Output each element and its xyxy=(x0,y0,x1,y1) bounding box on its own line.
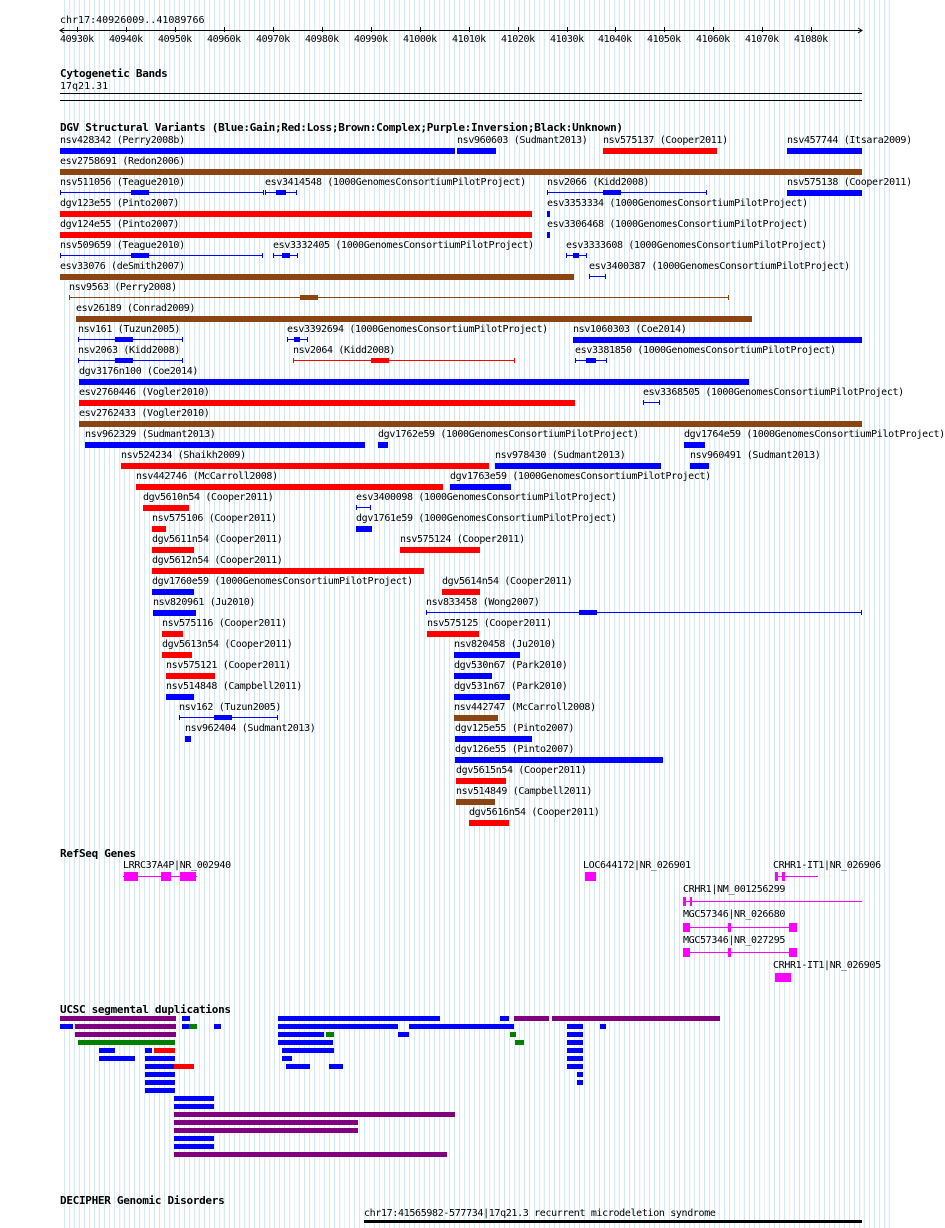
ruler-tick xyxy=(664,27,665,32)
ruler-tick-label: 40970k xyxy=(256,34,290,45)
refseq-gene-label[interactable]: LRRC37A4P|NR_002940 xyxy=(123,860,231,871)
refseq-gene-exon[interactable] xyxy=(683,897,686,906)
cytoband-bar-top xyxy=(60,93,862,94)
dgv-feature-label[interactable]: dgv531n67 (Park2010) xyxy=(454,681,568,692)
dgv-feature-endcap xyxy=(606,358,607,363)
dgv-feature-label[interactable]: nsv1060303 (Coe2014) xyxy=(573,324,687,335)
ruler-tick xyxy=(224,27,225,32)
decipher-feature-bar[interactable] xyxy=(364,1220,862,1223)
segdup-block[interactable] xyxy=(282,1056,292,1061)
dgv-feature-bar[interactable] xyxy=(136,484,443,490)
segdup-block[interactable] xyxy=(567,1064,583,1069)
ruler-tick xyxy=(567,27,568,32)
dgv-feature-bar[interactable] xyxy=(787,190,862,196)
dgv-feature-endcap xyxy=(296,190,297,195)
dgv-feature-endcap xyxy=(426,610,427,615)
refseq-gene-exon[interactable] xyxy=(789,923,797,932)
dgv-feature-endcap xyxy=(78,358,79,363)
ruler-tick-label: 41060k xyxy=(696,34,730,45)
dgv-feature-endcap xyxy=(514,358,515,363)
dgv-feature-bar[interactable] xyxy=(684,442,705,448)
dgv-feature-label[interactable]: dgv5615n54 (Cooper2011) xyxy=(456,765,587,776)
dgv-feature-label[interactable]: esv2758691 (Redon2006) xyxy=(60,156,185,167)
refseq-gene-exon[interactable] xyxy=(728,948,731,957)
segdup-block[interactable] xyxy=(552,1016,720,1021)
dgv-feature-label[interactable]: esv3353334 (1000GenomesConsortiumPilotProject) xyxy=(547,198,808,209)
ruler-tick-label: 41020k xyxy=(501,34,535,45)
dgv-feature-block xyxy=(294,337,300,342)
segdup-block[interactable] xyxy=(174,1120,358,1125)
dgv-feature-label[interactable]: nsv575138 (Cooper2011) xyxy=(787,177,912,188)
segdup-block[interactable] xyxy=(515,1040,524,1045)
dgv-feature-bar[interactable] xyxy=(152,568,424,574)
dgv-feature-bar[interactable] xyxy=(79,400,575,406)
dgv-feature-label[interactable]: dgv1762e59 (1000GenomesConsortiumPilotProject) xyxy=(378,429,639,440)
ruler-tick-label: 40990k xyxy=(354,34,388,45)
dgv-feature-label[interactable]: esv3400098 (1000GenomesConsortiumPilotProject) xyxy=(356,492,617,503)
dgv-feature-line[interactable] xyxy=(69,297,729,298)
segdup-block[interactable] xyxy=(145,1080,175,1085)
segdup-block[interactable] xyxy=(567,1024,583,1029)
ruler-tick-label: 40950k xyxy=(158,34,192,45)
dgv-feature-line[interactable] xyxy=(60,192,264,193)
segdup-block[interactable] xyxy=(567,1040,583,1045)
refseq-gene-label[interactable]: LOC644172|NR_026901 xyxy=(583,860,691,871)
segdup-block[interactable] xyxy=(145,1088,175,1093)
dgv-feature-label[interactable]: esv3381850 (1000GenomesConsortiumPilotProject) xyxy=(575,345,836,356)
dgv-feature-endcap xyxy=(277,715,278,720)
dgv-feature-endcap xyxy=(370,505,371,510)
dgv-feature-endcap xyxy=(643,400,644,405)
dgv-feature-endcap xyxy=(182,358,183,363)
dgv-feature-line[interactable] xyxy=(589,276,606,277)
dgv-feature-endcap xyxy=(307,337,308,342)
dgv-feature-bar[interactable] xyxy=(356,526,372,532)
dgv-feature-bar[interactable] xyxy=(547,232,550,238)
ruler-tick xyxy=(713,27,714,32)
dgv-feature-label[interactable]: nsv2064 (Kidd2008) xyxy=(293,345,396,356)
segdup-track-title[interactable]: UCSC segmental duplications xyxy=(60,1003,231,1016)
ruler-tick xyxy=(322,27,323,32)
dgv-feature-bar[interactable] xyxy=(454,652,520,658)
ruler-tick-label: 41050k xyxy=(647,34,681,45)
dgv-feature-bar[interactable] xyxy=(60,169,862,175)
dgv-feature-bar[interactable] xyxy=(162,652,192,658)
refseq-gene-intron[interactable] xyxy=(683,901,862,902)
dgv-feature-label[interactable]: dgv1761e59 (1000GenomesConsortiumPilotProject) xyxy=(356,513,617,524)
ruler-tick-label: 41000k xyxy=(403,34,437,45)
ruler-tick-label: 41070k xyxy=(745,34,779,45)
dgv-feature-bar[interactable] xyxy=(442,589,480,595)
segdup-block[interactable] xyxy=(145,1064,174,1069)
dgv-feature-label[interactable]: esv3368505 (1000GenomesConsortiumPilotProject) xyxy=(643,387,904,398)
dgv-feature-endcap xyxy=(356,505,357,510)
dgv-feature-endcap xyxy=(728,295,729,300)
ruler-tick-label: 40960k xyxy=(207,34,241,45)
dgv-feature-endcap xyxy=(566,253,567,258)
refseq-gene-exon[interactable] xyxy=(782,872,785,881)
segdup-block[interactable] xyxy=(567,1032,583,1037)
dgv-feature-endcap xyxy=(262,253,263,258)
dgv-feature-endcap xyxy=(575,358,576,363)
ruler-tick-label: 40980k xyxy=(305,34,339,45)
dgv-feature-label[interactable]: nsv962329 (Sudmant2013) xyxy=(85,429,216,440)
dgv-feature-label[interactable]: nsv511056 (Teague2010) xyxy=(60,177,185,188)
segdup-block[interactable] xyxy=(60,1016,176,1021)
refseq-gene-label[interactable]: CRHR1-IT1|NR_026905 xyxy=(773,960,881,971)
dgv-feature-label[interactable]: nsv2063 (Kidd2008) xyxy=(78,345,181,356)
dgv-feature-bar[interactable] xyxy=(457,148,496,154)
dgv-feature-label[interactable]: nsv162 (Tuzun2005) xyxy=(179,702,282,713)
segdup-block[interactable] xyxy=(60,1024,73,1029)
cytoband-label: 17q21.31 xyxy=(60,81,109,92)
segdup-block[interactable] xyxy=(174,1128,358,1133)
refseq-gene-exon[interactable] xyxy=(775,872,778,881)
dgv-feature-label[interactable]: nsv514848 (Campbell2011) xyxy=(166,681,303,692)
segdup-block[interactable] xyxy=(278,1024,398,1029)
dgv-feature-label[interactable]: nsv575125 (Cooper2011) xyxy=(427,618,552,629)
segdup-block[interactable] xyxy=(189,1024,197,1029)
segdup-block[interactable] xyxy=(278,1032,324,1037)
dgv-feature-label[interactable]: esv3333608 (1000GenomesConsortiumPilotProject) xyxy=(566,240,827,251)
refseq-gene-exon[interactable] xyxy=(789,948,797,957)
dgv-feature-label[interactable]: nsv962404 (Sudmant2013) xyxy=(185,723,316,734)
dgv-feature-endcap xyxy=(547,190,548,195)
dgv-feature-line[interactable] xyxy=(426,612,862,613)
dgv-feature-block xyxy=(115,358,133,363)
dgv-feature-label[interactable]: esv2760446 (Vogler2010) xyxy=(79,387,210,398)
segdup-block[interactable] xyxy=(145,1072,175,1077)
dgv-feature-label[interactable]: nsv9563 (Perry2008) xyxy=(69,282,177,293)
segdup-block[interactable] xyxy=(75,1024,176,1029)
segdup-block[interactable] xyxy=(182,1016,190,1021)
dgv-feature-label[interactable]: esv3306468 (1000GenomesConsortiumPilotProject) xyxy=(547,219,808,230)
dgv-feature-endcap xyxy=(265,190,266,195)
dgv-feature-bar[interactable] xyxy=(690,463,709,469)
segdup-block[interactable] xyxy=(174,1064,194,1069)
refseq-gene-label[interactable]: CRHR1-IT1|NR_026906 xyxy=(773,860,881,871)
dgv-feature-label[interactable]: nsv820458 (Ju2010) xyxy=(454,639,557,650)
dgv-feature-bar[interactable] xyxy=(85,442,365,448)
dgv-feature-label[interactable]: nsv2066 (Kidd2008) xyxy=(547,177,650,188)
ruler-tick xyxy=(126,27,127,32)
dgv-feature-block xyxy=(573,253,579,258)
dgv-feature-bar[interactable] xyxy=(185,736,191,742)
dgv-feature-label[interactable]: esv26189 (Conrad2009) xyxy=(76,303,196,314)
cytoband-track-title[interactable]: Cytogenetic Bands xyxy=(60,67,168,80)
dgv-feature-label[interactable]: esv2762433 (Vogler2010) xyxy=(79,408,210,419)
dgv-feature-bar[interactable] xyxy=(573,337,862,343)
ruler-tick xyxy=(469,27,470,32)
refseq-gene-exon[interactable] xyxy=(585,872,596,881)
dgv-feature-label[interactable]: nsv161 (Tuzun2005) xyxy=(78,324,181,335)
ruler-tick xyxy=(77,27,78,32)
dgv-feature-endcap xyxy=(182,337,183,342)
dgv-feature-endcap xyxy=(69,295,70,300)
dgv-feature-line[interactable] xyxy=(547,192,707,193)
dgv-feature-bar[interactable] xyxy=(152,526,166,532)
segdup-block[interactable] xyxy=(286,1064,310,1069)
refseq-gene-exon[interactable] xyxy=(775,973,791,982)
ruler-tick xyxy=(615,27,616,32)
dgv-feature-bar[interactable] xyxy=(79,379,749,385)
segdup-block[interactable] xyxy=(174,1136,214,1141)
ruler-tick xyxy=(518,27,519,32)
dgv-feature-bar[interactable] xyxy=(454,673,492,679)
dgv-feature-block xyxy=(300,295,318,300)
dgv-feature-bar[interactable] xyxy=(121,463,489,469)
dgv-feature-label[interactable]: dgv5613n54 (Cooper2011) xyxy=(162,639,293,650)
ruler-tick-label: 40930k xyxy=(60,34,94,45)
dgv-feature-bar[interactable] xyxy=(153,610,196,616)
dgv-feature-endcap xyxy=(287,337,288,342)
refseq-gene-exon[interactable] xyxy=(683,923,690,932)
refseq-gene-intron[interactable] xyxy=(683,952,797,953)
dgv-feature-label[interactable]: esv3332405 (1000GenomesConsortiumPilotProject) xyxy=(273,240,534,251)
dgv-feature-label[interactable]: dgv125e55 (Pinto2007) xyxy=(455,723,575,734)
dgv-feature-line[interactable] xyxy=(293,360,515,361)
dgv-feature-label[interactable]: dgv530n67 (Park2010) xyxy=(454,660,568,671)
dgv-feature-block xyxy=(579,610,597,615)
dgv-feature-line[interactable] xyxy=(60,255,263,256)
dgv-feature-endcap xyxy=(589,274,590,279)
dgv-feature-block xyxy=(371,358,389,363)
dgv-feature-bar[interactable] xyxy=(152,589,194,595)
segdup-block[interactable] xyxy=(514,1016,549,1021)
dgv-feature-label[interactable]: nsv820961 (Ju2010) xyxy=(153,597,256,608)
segdup-block[interactable] xyxy=(329,1064,343,1069)
ruler-tick-label: 41030k xyxy=(550,34,584,45)
segdup-block[interactable] xyxy=(409,1024,514,1029)
dgv-feature-label[interactable]: dgv3176n100 (Coe2014) xyxy=(79,366,199,377)
dgv-feature-block xyxy=(115,337,133,342)
dgv-feature-endcap xyxy=(861,610,862,615)
dgv-feature-endcap xyxy=(586,253,587,258)
dgv-feature-bar[interactable] xyxy=(152,547,194,553)
refseq-gene-exon[interactable] xyxy=(728,923,731,932)
dgv-feature-bar[interactable] xyxy=(603,148,717,154)
ruler-tick-label: 41010k xyxy=(452,34,486,45)
dgv-track-title[interactable]: DGV Structural Variants (Blue:Gain;Red:Loss;Brown:Complex;Purple:Inversion;Black:Unknown) xyxy=(60,121,623,134)
segdup-block[interactable] xyxy=(174,1152,447,1157)
ruler-tick-label: 41080k xyxy=(794,34,828,45)
segdup-block[interactable] xyxy=(78,1040,175,1045)
dgv-feature-bar[interactable] xyxy=(450,484,511,490)
dgv-feature-block xyxy=(131,253,149,258)
dgv-feature-bar[interactable] xyxy=(454,715,498,721)
refseq-gene-exon[interactable] xyxy=(124,872,138,881)
dgv-feature-label[interactable]: nsv575116 (Cooper2011) xyxy=(162,618,287,629)
dgv-feature-label[interactable]: nsv575137 (Cooper2011) xyxy=(603,135,728,146)
dgv-feature-label[interactable]: nsv960603 (Sudmant2013) xyxy=(457,135,588,146)
dgv-feature-endcap xyxy=(706,190,707,195)
refseq-gene-label[interactable]: MGC57346|NR_027295 xyxy=(683,935,786,946)
dgv-feature-bar[interactable] xyxy=(495,463,661,469)
dgv-feature-label[interactable]: esv3392694 (1000GenomesConsortiumPilotProject) xyxy=(287,324,548,335)
dgv-feature-line[interactable] xyxy=(356,507,371,508)
dgv-feature-label[interactable]: nsv442747 (McCarroll2008) xyxy=(454,702,596,713)
dgv-feature-line[interactable] xyxy=(643,402,660,403)
dgv-feature-label[interactable]: dgv5611n54 (Cooper2011) xyxy=(152,534,283,545)
dgv-feature-label[interactable]: dgv126e55 (Pinto2007) xyxy=(455,744,575,755)
segdup-block[interactable] xyxy=(278,1040,333,1045)
ruler-tick-label: 41040k xyxy=(598,34,632,45)
segdup-block[interactable] xyxy=(600,1024,606,1029)
dgv-feature-endcap xyxy=(78,337,79,342)
dgv-feature-bar[interactable] xyxy=(787,148,862,154)
dgv-feature-label[interactable]: dgv1764e59 (1000GenomesConsortiumPilotProject) xyxy=(684,429,945,440)
segdup-block[interactable] xyxy=(510,1032,516,1037)
segdup-block[interactable] xyxy=(326,1032,334,1037)
segdup-block[interactable] xyxy=(567,1048,583,1053)
dgv-feature-label[interactable]: dgv5612n54 (Cooper2011) xyxy=(152,555,283,566)
decipher-track-title[interactable]: DECIPHER Genomic Disorders xyxy=(60,1194,225,1207)
segdup-block[interactable] xyxy=(567,1056,583,1061)
dgv-feature-endcap xyxy=(179,715,180,720)
refseq-gene-label[interactable]: CRHR1|NM_001256299 xyxy=(683,884,786,895)
dgv-feature-bar[interactable] xyxy=(547,211,550,217)
segdup-block[interactable] xyxy=(145,1048,152,1053)
ruler-tick xyxy=(273,27,274,32)
ruler-tick xyxy=(420,27,421,32)
segdup-block[interactable] xyxy=(99,1048,115,1053)
dgv-feature-bar[interactable] xyxy=(79,421,862,427)
segdup-block[interactable] xyxy=(278,1016,440,1021)
dgv-feature-label[interactable]: nsv575106 (Cooper2011) xyxy=(152,513,277,524)
dgv-feature-label[interactable]: dgv5610n54 (Cooper2011) xyxy=(143,492,274,503)
refseq-track-title[interactable]: RefSeq Genes xyxy=(60,847,136,860)
segdup-block[interactable] xyxy=(577,1080,583,1085)
segdup-block[interactable] xyxy=(398,1032,409,1037)
dgv-feature-label[interactable]: nsv575121 (Cooper2011) xyxy=(166,660,291,671)
dgv-feature-endcap xyxy=(60,190,61,195)
dgv-feature-endcap xyxy=(293,358,294,363)
refseq-gene-exon[interactable] xyxy=(161,872,171,881)
dgv-feature-label[interactable]: nsv428342 (Perry2008b) xyxy=(60,135,185,146)
segdup-block[interactable] xyxy=(99,1056,135,1061)
dgv-feature-label[interactable]: nsv978430 (Sudmant2013) xyxy=(495,450,626,461)
dgv-feature-label[interactable]: esv3414548 (1000GenomesConsortiumPilotProject) xyxy=(265,177,526,188)
ruler-tick xyxy=(811,27,812,32)
decipher-feature-label[interactable]: chr17:41565982-577734|17q21.3 recurrent microdeletion syndrome xyxy=(364,1208,716,1219)
dgv-feature-bar[interactable] xyxy=(60,211,532,217)
dgv-feature-bar[interactable] xyxy=(166,673,215,679)
dgv-feature-label[interactable]: dgv5614n54 (Cooper2011) xyxy=(442,576,573,587)
dgv-feature-label[interactable]: nsv833458 (Wong2007) xyxy=(426,597,540,608)
dgv-feature-block xyxy=(214,715,232,720)
segdup-block[interactable] xyxy=(577,1072,583,1077)
dgv-feature-bar[interactable] xyxy=(166,694,194,700)
dgv-feature-endcap xyxy=(297,253,298,258)
segdup-block[interactable] xyxy=(75,1032,176,1037)
dgv-feature-endcap xyxy=(263,190,264,195)
dgv-feature-bar[interactable] xyxy=(76,316,752,322)
dgv-feature-endcap xyxy=(659,400,660,405)
dgv-feature-bar[interactable] xyxy=(455,757,663,763)
segdup-block[interactable] xyxy=(145,1056,175,1061)
dgv-feature-label[interactable]: dgv1760e59 (1000GenomesConsortiumPilotProject) xyxy=(152,576,413,587)
segdup-block[interactable] xyxy=(174,1144,214,1149)
dgv-feature-label[interactable]: dgv1763e59 (1000GenomesConsortiumPilotProject) xyxy=(450,471,711,482)
dgv-feature-label[interactable]: nsv509659 (Teague2010) xyxy=(60,240,185,251)
dgv-feature-bar[interactable] xyxy=(60,232,532,238)
segdup-block[interactable] xyxy=(174,1104,214,1109)
dgv-feature-label[interactable]: nsv575124 (Cooper2011) xyxy=(400,534,525,545)
dgv-feature-label[interactable]: nsv960491 (Sudmant2013) xyxy=(690,450,821,461)
dgv-feature-block xyxy=(282,253,290,258)
dgv-feature-bar[interactable] xyxy=(143,505,189,511)
dgv-feature-endcap xyxy=(60,253,61,258)
dgv-feature-bar[interactable] xyxy=(454,694,510,700)
refseq-gene-exon[interactable] xyxy=(683,948,690,957)
refseq-gene-exon[interactable] xyxy=(690,897,692,906)
segdup-block[interactable] xyxy=(174,1096,214,1101)
ruler-tick xyxy=(371,27,372,32)
dgv-feature-label[interactable]: esv3400387 (1000GenomesConsortiumPilotProject) xyxy=(589,261,850,272)
dgv-feature-label[interactable]: nsv442746 (McCarroll2008) xyxy=(136,471,278,482)
dgv-feature-label[interactable]: dgv123e55 (Pinto2007) xyxy=(60,198,180,209)
segdup-block[interactable] xyxy=(174,1112,455,1117)
position-label: chr17:40926009..41089766 xyxy=(60,15,205,26)
dgv-feature-block xyxy=(276,190,286,195)
segdup-block[interactable] xyxy=(214,1024,221,1029)
dgv-feature-block xyxy=(131,190,149,195)
dgv-feature-block xyxy=(586,358,596,363)
segdup-block[interactable] xyxy=(500,1016,509,1021)
dgv-feature-label[interactable]: nsv457744 (Itsara2009) xyxy=(787,135,912,146)
dgv-feature-bar[interactable] xyxy=(456,778,506,784)
dgv-feature-label[interactable]: esv33076 (deSmith2007) xyxy=(60,261,185,272)
ruler-tick-label: 40940k xyxy=(109,34,143,45)
dgv-feature-bar[interactable] xyxy=(378,442,388,448)
dgv-feature-label[interactable]: dgv124e55 (Pinto2007) xyxy=(60,219,180,230)
ruler-tick xyxy=(762,27,763,32)
refseq-gene-intron[interactable] xyxy=(683,927,797,928)
cytoband-bar-bottom xyxy=(60,100,862,101)
ruler-tick xyxy=(175,27,176,32)
segdup-block[interactable] xyxy=(154,1048,175,1053)
dgv-feature-bar[interactable] xyxy=(469,820,509,826)
dgv-feature-endcap xyxy=(273,253,274,258)
dgv-feature-block xyxy=(603,190,621,195)
dgv-feature-label[interactable]: nsv524234 (Shaikh2009) xyxy=(121,450,246,461)
dgv-feature-bar[interactable] xyxy=(60,148,455,154)
dgv-feature-bar[interactable] xyxy=(60,274,574,280)
dgv-feature-bar[interactable] xyxy=(456,799,495,805)
refseq-gene-label[interactable]: MGC57346|NR_026680 xyxy=(683,909,786,920)
dgv-feature-bar[interactable] xyxy=(162,631,183,637)
dgv-feature-label[interactable]: nsv514849 (Campbell2011) xyxy=(456,786,593,797)
dgv-feature-label[interactable]: dgv5616n54 (Cooper2011) xyxy=(469,807,600,818)
dgv-feature-bar[interactable] xyxy=(400,547,480,553)
segdup-block[interactable] xyxy=(282,1048,334,1053)
dgv-feature-bar[interactable] xyxy=(427,631,479,637)
dgv-feature-bar[interactable] xyxy=(455,736,532,742)
refseq-gene-exon[interactable] xyxy=(180,872,196,881)
dgv-feature-endcap xyxy=(605,274,606,279)
